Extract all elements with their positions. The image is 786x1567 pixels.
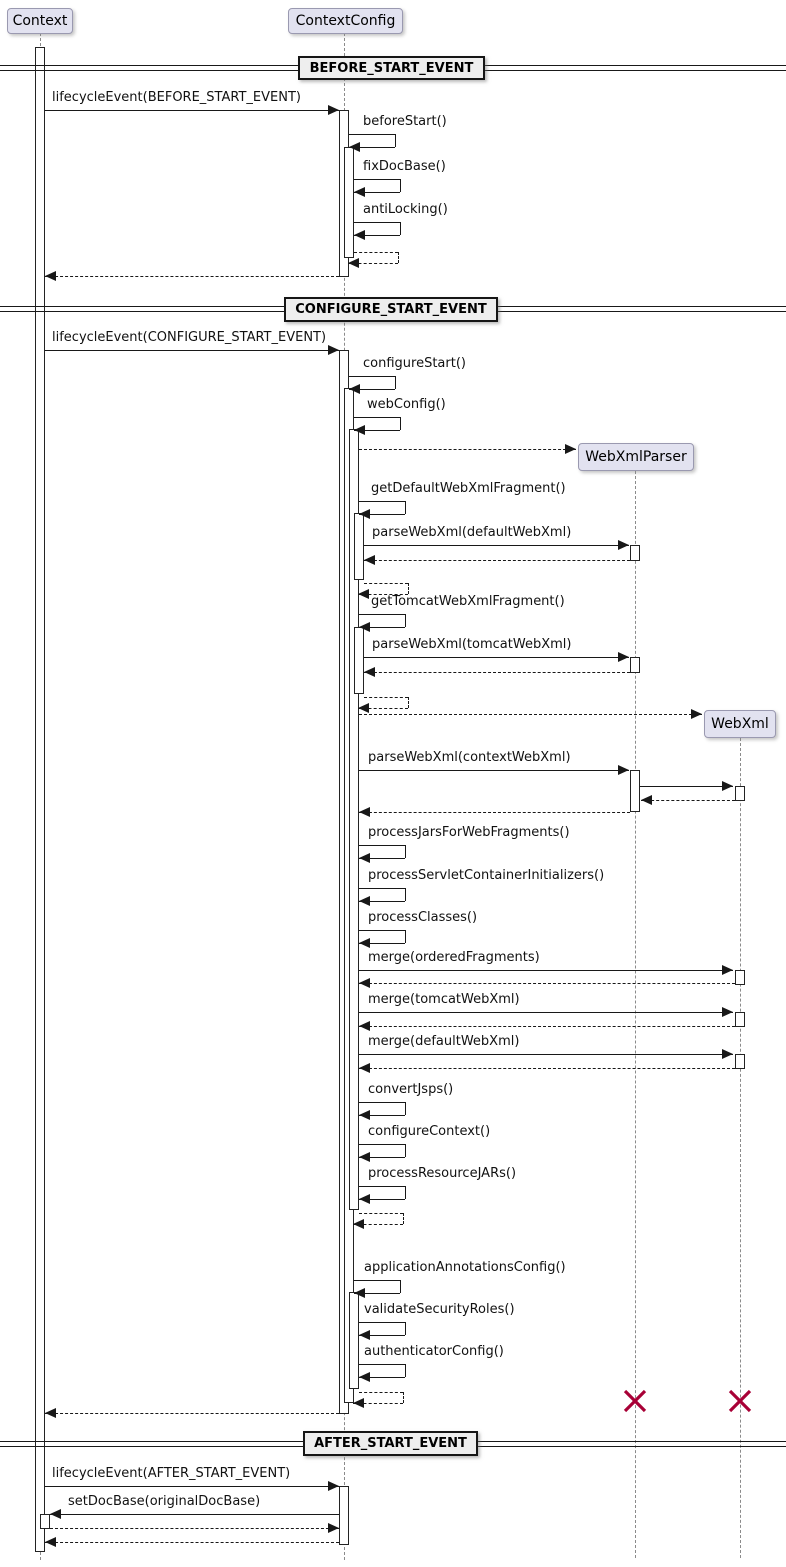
arrowhead-icon	[359, 1152, 370, 1162]
activation-bar-context	[35, 47, 45, 1552]
divider-after-start-event: AFTER_START_EVENT	[303, 1431, 478, 1456]
solid-message-line	[359, 970, 733, 971]
message-label: configureStart()	[363, 356, 466, 371]
return-message-line	[359, 1068, 735, 1069]
activation-bar-contextconfig	[354, 627, 364, 694]
self-return-line	[359, 1213, 403, 1214]
self-return-line	[398, 252, 399, 263]
solid-message-line	[359, 1012, 733, 1013]
self-message-line	[349, 134, 395, 135]
arrowhead-icon	[618, 540, 629, 550]
arrowhead-icon	[359, 1194, 370, 1204]
self-message-line	[405, 1102, 406, 1115]
return-message-line	[641, 800, 735, 801]
self-message-line	[405, 1364, 406, 1377]
arrowhead-icon	[354, 425, 365, 435]
self-message-line	[354, 417, 400, 418]
destroy-icon-webxmlparser	[623, 1389, 647, 1413]
self-message-line	[359, 1186, 405, 1187]
self-message-line	[405, 1186, 406, 1199]
arrowhead-icon	[618, 765, 629, 775]
self-message-line	[400, 1280, 401, 1293]
arrowhead-icon	[359, 1021, 370, 1031]
arrowhead-icon	[722, 1007, 733, 1017]
arrowhead-icon	[359, 1372, 370, 1382]
participant-webxmlparser: WebXmlParser	[578, 443, 694, 471]
message-label: antiLocking()	[363, 202, 448, 217]
message-label: parseWebXml(contextWebXml)	[368, 750, 571, 765]
arrowhead-icon	[45, 271, 56, 281]
arrowhead-icon	[359, 1063, 370, 1073]
arrowhead-icon	[722, 965, 733, 975]
self-message-line	[400, 222, 401, 235]
self-message-line	[349, 376, 395, 377]
self-message-line	[359, 888, 405, 889]
message-label: parseWebXml(tomcatWebXml)	[372, 637, 572, 652]
activation-bar-webxmlparser	[630, 657, 640, 673]
divider-before-start-event: BEFORE_START_EVENT	[298, 56, 485, 80]
participant-webxml: WebXml	[704, 710, 776, 738]
return-message-line	[45, 1542, 339, 1543]
solid-message-line	[45, 110, 339, 111]
message-label: configureContext()	[368, 1124, 491, 1139]
self-message-line	[405, 614, 406, 627]
arrowhead-icon	[722, 1049, 733, 1059]
message-label: beforeStart()	[363, 114, 447, 129]
activation-bar-webxmlparser	[630, 545, 640, 561]
arrowhead-icon	[641, 795, 652, 805]
activation-bar-webxml	[735, 970, 745, 985]
message-label: merge(defaultWebXml)	[368, 1034, 520, 1049]
self-return-line	[359, 1392, 403, 1393]
activation-bar-context	[40, 1514, 50, 1529]
message-label: getTomcatWebXmlFragment()	[371, 594, 565, 609]
message-label: lifecycleEvent(BEFORE_START_EVENT)	[52, 90, 301, 105]
self-message-line	[359, 930, 405, 931]
self-message-line	[359, 1144, 405, 1145]
self-message-line	[359, 501, 405, 502]
arrowhead-icon	[348, 258, 359, 268]
self-message-line	[359, 1102, 405, 1103]
self-message-line	[395, 376, 396, 389]
arrowhead-icon	[328, 1523, 339, 1533]
message-label: lifecycleEvent(AFTER_START_EVENT)	[52, 1466, 291, 1481]
arrowhead-icon	[359, 807, 370, 817]
arrowhead-icon	[565, 444, 576, 454]
arrowhead-icon	[358, 589, 369, 599]
destroy-icon-webxml	[728, 1389, 752, 1413]
message-label: processJarsForWebFragments()	[368, 825, 570, 840]
arrowhead-icon	[359, 853, 370, 863]
divider-configure-start-event: CONFIGURE_START_EVENT	[284, 297, 498, 322]
solid-message-line	[364, 657, 629, 658]
activation-bar-contextconfig	[354, 513, 364, 580]
message-label: setDocBase(originalDocBase)	[68, 1494, 261, 1509]
solid-message-line	[640, 786, 733, 787]
arrowhead-icon	[328, 1481, 339, 1491]
arrowhead-icon	[45, 1408, 56, 1418]
activation-bar-webxml	[735, 1012, 745, 1027]
return-message-line	[359, 983, 735, 984]
self-return-line	[408, 697, 409, 708]
arrowhead-icon	[50, 1509, 61, 1519]
arrowhead-icon	[364, 555, 375, 565]
arrowhead-icon	[359, 1330, 370, 1340]
solid-message-line	[45, 350, 339, 351]
self-message-line	[395, 134, 396, 147]
message-label: parseWebXml(defaultWebXml)	[372, 525, 572, 540]
solid-message-line	[50, 1514, 339, 1515]
self-message-line	[359, 1364, 405, 1365]
arrowhead-icon	[359, 1110, 370, 1120]
activation-bar-webxmlparser	[630, 770, 640, 812]
create-message-line	[359, 449, 576, 450]
message-label: applicationAnnotationsConfig()	[364, 1260, 566, 1275]
arrowhead-icon	[359, 622, 370, 632]
activation-bar-contextconfig	[344, 147, 354, 258]
arrowhead-icon	[349, 142, 360, 152]
arrowhead-icon	[359, 896, 370, 906]
message-label: merge(orderedFragments)	[368, 950, 540, 965]
arrowhead-icon	[354, 187, 365, 197]
arrowhead-icon	[364, 667, 375, 677]
message-label: lifecycleEvent(CONFIGURE_START_EVENT)	[52, 330, 327, 345]
return-message-line	[364, 560, 630, 561]
self-message-line	[400, 179, 401, 192]
self-message-line	[405, 501, 406, 514]
message-label: merge(tomcatWebXml)	[368, 992, 520, 1007]
self-message-line	[359, 614, 405, 615]
arrowhead-icon	[359, 938, 370, 948]
self-message-line	[354, 179, 400, 180]
arrowhead-icon	[354, 1288, 365, 1298]
activation-bar-webxml	[735, 1054, 745, 1069]
solid-message-line	[359, 770, 629, 771]
return-message-line	[45, 1413, 339, 1414]
self-return-line	[403, 1213, 404, 1224]
solid-message-line	[364, 545, 629, 546]
self-message-line	[405, 1322, 406, 1335]
arrowhead-icon	[359, 509, 370, 519]
message-label: convertJsps()	[368, 1082, 454, 1097]
return-message-line	[45, 276, 339, 277]
solid-message-line	[45, 1486, 339, 1487]
self-message-line	[405, 845, 406, 858]
arrowhead-icon	[722, 781, 733, 791]
activation-bar-contextconfig	[339, 1486, 349, 1545]
message-label: webConfig()	[367, 397, 446, 412]
self-message-line	[354, 222, 400, 223]
message-label: authenticatorConfig()	[364, 1344, 504, 1359]
self-message-line	[359, 1322, 405, 1323]
self-return-line	[364, 697, 408, 698]
self-message-line	[359, 845, 405, 846]
arrowhead-icon	[349, 384, 360, 394]
return-message-line	[50, 1528, 339, 1529]
self-return-line	[364, 583, 408, 584]
self-return-line	[403, 1392, 404, 1403]
message-label: processResourceJARs()	[368, 1166, 517, 1181]
return-message-line	[359, 1026, 735, 1027]
arrowhead-icon	[359, 978, 370, 988]
self-return-line	[354, 252, 398, 253]
message-label: processServletContainerInitializers()	[368, 868, 605, 883]
self-return-line	[408, 583, 409, 594]
self-message-line	[405, 888, 406, 901]
arrowhead-icon	[328, 105, 339, 115]
activation-bar-contextconfig	[349, 1292, 359, 1389]
solid-message-line	[359, 1054, 733, 1055]
create-message-line	[359, 714, 702, 715]
arrowhead-icon	[328, 345, 339, 355]
activation-bar-webxml	[735, 786, 745, 801]
message-label: fixDocBase()	[363, 159, 446, 174]
arrowhead-icon	[353, 1398, 364, 1408]
lifeline-webxml	[740, 738, 741, 1558]
participant-context: Context	[7, 8, 73, 34]
message-label: processClasses()	[368, 910, 478, 925]
return-message-line	[364, 672, 630, 673]
message-label: validateSecurityRoles()	[364, 1302, 515, 1317]
self-message-line	[400, 417, 401, 430]
arrowhead-icon	[353, 1219, 364, 1229]
self-message-line	[354, 1280, 400, 1281]
arrowhead-icon	[618, 652, 629, 662]
self-message-line	[405, 1144, 406, 1157]
arrowhead-icon	[358, 703, 369, 713]
arrowhead-icon	[354, 230, 365, 240]
participant-contextconfig: ContextConfig	[288, 8, 403, 34]
self-message-line	[405, 930, 406, 943]
message-label: getDefaultWebXmlFragment()	[371, 481, 566, 496]
return-message-line	[359, 812, 630, 813]
arrowhead-icon	[45, 1537, 56, 1547]
arrowhead-icon	[691, 709, 702, 719]
